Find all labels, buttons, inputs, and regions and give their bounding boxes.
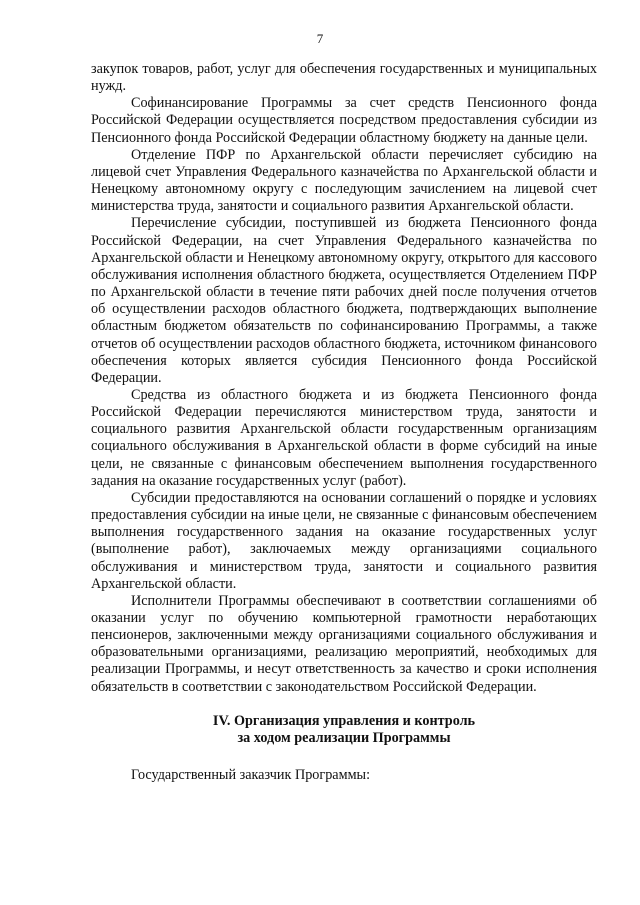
page-number: 7 bbox=[316, 31, 324, 46]
paragraph-budget-funds: Средства из областного бюджета и из бюджета Пенсионного фонда Российской Федерации перечисляются министерством труда, занятости и социального развития Архангельской области государственным организациям социального обслуживания в Архангельской области в форме субсидий на иные цели, не связанные с финансовым обеспечением выполнения государственного задания на оказание государственных услуг (работ). bbox=[91, 386, 597, 489]
paragraph-program-executors: Исполнители Программы обеспечивают в соответствии соглашениями об оказании услуг по обучению компьютерной грамотности неработающих пенсионеров, заключенными между организациями социального обслуживания и образовательными организациями, реализацию мероприятий, необходимых для реализации Программы, и несут ответственность за качество и сроки исполнения обязательств в соответствии с законодательством Российской Федерации. bbox=[91, 592, 597, 695]
document-body bbox=[91, 61, 597, 784]
paragraph-state-customer: Государственный заказчик Программы: bbox=[131, 767, 371, 784]
paragraph-cofinancing: Софинансирование Программы за счет средств Пенсионного фонда Российской Федерации осуществляется посредством предоставления субсидии из Пенсионного фонда Российской Федерации областному бюджету на данные цели. bbox=[91, 95, 597, 146]
paragraph-subsidy-transfer: Перечисление субсидии, поступившей из бюджета Пенсионного фонда Российской Федерации, на счет Управления Федерального казначейства по Архангельской области и Ненецкому автономному округу, открытого для кассового обслуживания исполнения областного бюджета, осуществляется Отделением ПФР по Архангельской области в течение пяти рабочих дней после получения отчетов об осуществлении расходов областного бюджета, подтверждающих выполнение областным бюджетом обязательств по софинансированию Программы, а также отчетов об осуществлении расходов областного бюджета, источником финансового обеспечения которых является субсидия Пенсионного фонда Российской Федерации. bbox=[91, 215, 597, 386]
section-heading bbox=[91, 713, 597, 747]
section-heading-line-1: IV. Организация управления и контроль bbox=[212, 712, 476, 729]
section-heading-line-2: за ходом реализации Программы bbox=[237, 729, 451, 746]
paragraph-continuation: закупок товаров, работ, услуг для обеспечения государственных и муниципальных нужд. bbox=[91, 61, 597, 95]
paragraph-subsidy-agreements: Субсидии предоставляются на основании соглашений о порядке и условиях предоставления субсидии на иные цели, не связанные с финансовым обеспечением выполнения государственного задания на оказание государственных услуг (выполнение работ), заключаемых между организациями социального обслуживания и министерством труда, занятости и социального развития Архангельской области. bbox=[91, 489, 597, 592]
paragraph-pfr-transfer: Отделение ПФР по Архангельской области перечисляет субсидию на лицевой счет Управления Федерального казначейства по Архангельской области и Ненецкому автономному округу с последующим зачислением на лицевой счет министерства труда, занятости и социального развития Архангельской области. bbox=[91, 146, 597, 215]
